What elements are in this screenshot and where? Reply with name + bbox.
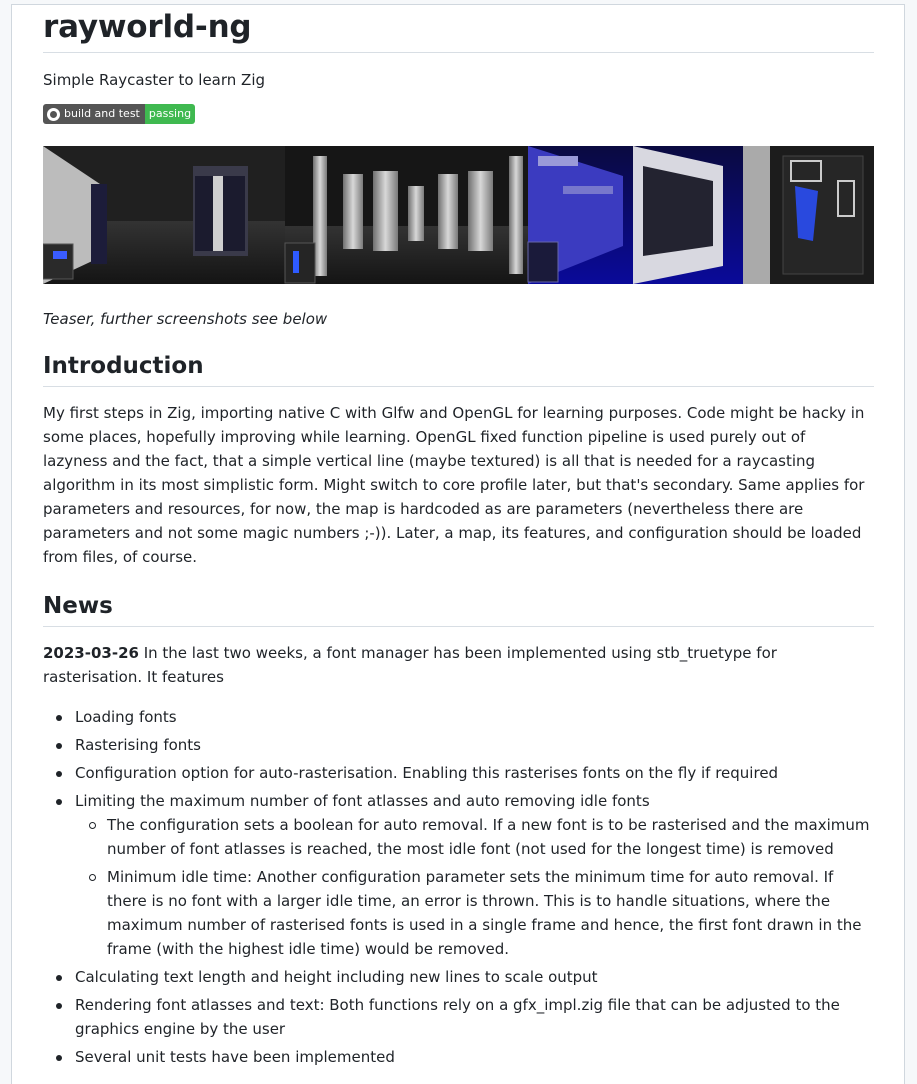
badge-label [43,104,145,124]
feature-list [43,705,874,1069]
list-item: Rasterising fonts [75,733,874,757]
badge-label-text: build and test [64,107,140,120]
news-entry [43,641,874,689]
news-heading: News [43,590,874,627]
build-status-badge[interactable] [43,104,195,124]
readme-panel [11,4,905,1084]
repo-title: rayworld-ng [43,5,874,53]
badge-status: passing [145,104,195,124]
github-icon [47,108,60,121]
sub-list-item: The configuration sets a boolean for auto removal. If a new font is to be rasterised and the maximum number of font atlasses is reached, the most idle font (not used for the longest time) is removed [107,813,874,861]
sub-feature-list [75,813,874,961]
introduction-text: My first steps in Zig, importing native C with Glfw and OpenGL for learning purposes. Code might be hacky in some places, hopefully improving while learning. OpenGL fixed function pipeline is used purely out of lazyness and the fact, that a simple vertical line (maybe textured) is all that is needed for a raycasting algorithm in its most simplistic form. Might switch to core profile later, but that's secondary. Same applies for parameters and resources, for now, the map is hardcoded as are parameters (nevertheless there are parameters and not some magic numbers ;-)). Later, a map, its features, and configuration should be loaded from files, of course. [43,403,865,566]
list-item: Several unit tests have been implemented [75,1045,874,1069]
list-item: Rendering font atlasses and text: Both functions rely on a gfx_impl.zig file that can be adjusted to the graphics engine by the user [75,993,874,1041]
list-item-text: Limiting the maximum number of font atlasses and auto removing idle fonts [75,791,650,810]
news-entry-text: In the last two weeks, a font manager has been implemented using stb_truetype for rasterisation. It features [43,643,777,686]
readme-content [43,5,874,1073]
repo-tagline: Simple Raycaster to learn Zig [43,71,266,89]
news-entry-date: 2023-03-26 [43,643,139,662]
list-item: Loading fonts [75,705,874,729]
sub-list-item: Minimum idle time: Another configuration parameter sets the minimum time for auto removal. If there is no font with a larger idle time, an error is thrown. This is to handle situations, where the maximum number of rasterised fonts is used in a single frame and hence, the first font drawn in the frame (with the highest idle time) would be removed. [107,865,874,961]
list-item: Calculating text length and height including new lines to scale output [75,965,874,989]
list-item: Configuration option for auto-rasterisation. Enabling this rasterises fonts on the fly if required [75,761,874,785]
teaser-collage [43,146,874,284]
teaser-image[interactable] [43,146,874,284]
teaser-caption: Teaser, further screenshots see below [43,309,328,328]
list-item [75,789,874,961]
introduction-heading: Introduction [43,350,874,387]
